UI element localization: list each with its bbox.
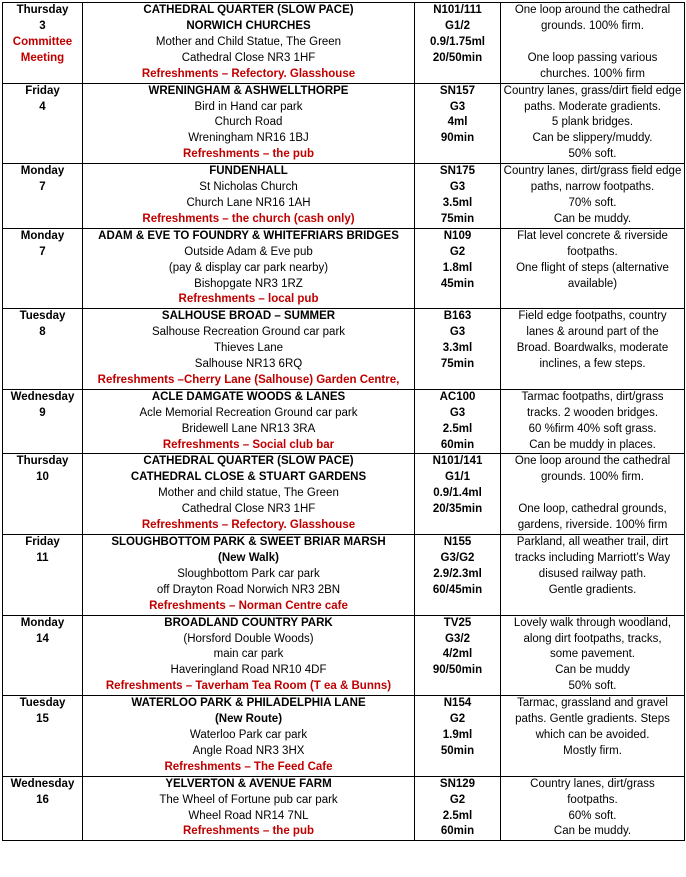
walk-day-cell — [3, 83, 83, 164]
walk-description-line: available) — [567, 277, 618, 290]
walk-details-cell — [83, 228, 415, 309]
walk-title: FUNDENHALL — [209, 165, 288, 178]
walk-schedule-body — [3, 3, 685, 841]
walk-refreshments: Refreshments – Refectory. Glasshouse — [141, 519, 356, 532]
walk-row — [3, 535, 685, 616]
walk-description-line: footpaths. — [567, 245, 618, 258]
walk-description-line: Mostly firm. — [563, 744, 622, 757]
walk-description-line: Tarmac footpaths, dirt/grass — [521, 390, 664, 403]
walk-title: SALHOUSE BROAD – SUMMER — [161, 310, 336, 323]
walk-description-cell — [501, 389, 685, 454]
day-note: Committee — [12, 35, 73, 48]
walk-description-line: Gentle gradients. — [548, 583, 637, 596]
walk-row — [3, 83, 685, 164]
walk-description-cell — [501, 228, 685, 309]
walk-distance: 3.3ml — [442, 342, 473, 355]
walk-details-cell — [83, 389, 415, 454]
walk-description-line: One loop around the cathedral — [514, 455, 671, 468]
walk-code: N155 — [443, 536, 472, 549]
walk-date: 3 — [39, 19, 46, 32]
walk-details-cell — [83, 309, 415, 390]
walk-description-cell — [501, 696, 685, 777]
walk-distance: 2.5ml — [442, 809, 473, 822]
walk-description-line: Broad. Boardwalks, moderate — [516, 342, 669, 355]
walk-description-line: 50% soft. — [568, 148, 617, 161]
walk-description-line: Parkland, all weather trail, dirt — [516, 536, 669, 549]
walk-description-line: grounds. 100% firm. — [541, 471, 644, 484]
walk-description-line: One flight of steps (alternative — [516, 261, 669, 274]
walk-day-name: Friday — [25, 536, 60, 549]
walk-refreshments: Refreshments – the pub — [183, 825, 314, 838]
walk-day-name: Wednesday — [10, 390, 75, 403]
walk-location-line: Angle Road NR3 3HX — [192, 744, 305, 757]
walk-details-cell — [83, 696, 415, 777]
walk-description-cell — [501, 615, 685, 696]
walk-details-cell — [83, 615, 415, 696]
walk-day-cell — [3, 389, 83, 454]
walk-title: NORWICH CHURCHES — [186, 19, 311, 32]
walk-code-cell — [415, 83, 501, 164]
walk-location-line: Cathedral Close NR3 1HF — [181, 51, 316, 64]
walk-title: (New Walk) — [218, 552, 279, 564]
walk-date: 8 — [39, 326, 46, 339]
walk-duration: 50min — [440, 744, 475, 757]
walk-date: 16 — [36, 793, 49, 806]
description-spacer — [503, 486, 682, 502]
walk-description-line: tracks. 2 wooden bridges. — [526, 406, 659, 419]
walk-distance: 0.9/1.4ml — [433, 487, 482, 500]
walk-row — [3, 696, 685, 777]
walk-code-cell — [415, 228, 501, 309]
walk-details-cell — [83, 164, 415, 229]
walk-location-line: Church Road — [214, 116, 283, 129]
walk-date: 9 — [39, 406, 46, 419]
walk-day-name: Thursday — [16, 455, 69, 468]
walk-grade: G2 — [449, 713, 466, 726]
walk-code-cell — [415, 696, 501, 777]
walk-code: SN129 — [439, 777, 476, 790]
walk-description-line: paths. Moderate gradients. — [524, 100, 661, 113]
walk-refreshments: Refreshments – Refectory. Glasshouse — [141, 67, 356, 80]
walk-description-line: paths. Gentle gradients. Steps — [515, 713, 670, 726]
walk-description-line: 60 %firm 40% soft grass. — [528, 422, 657, 435]
walk-location-line: Bird in Hand car park — [194, 100, 303, 113]
walk-day-name: Tuesday — [19, 310, 66, 323]
walk-distance: 1.8ml — [442, 261, 473, 274]
walk-title: WATERLOO PARK & PHILADELPHIA LANE — [131, 697, 366, 710]
walk-grade: G3/G2 — [440, 552, 475, 564]
walk-code: SN157 — [439, 84, 476, 97]
walk-day-cell — [3, 3, 83, 84]
walk-description-line: grounds. 100% firm. — [541, 19, 644, 32]
walk-description-line: 70% soft. — [568, 196, 617, 209]
walk-location-line: Wheel Road NR14 7NL — [188, 809, 309, 822]
walk-day-name: Thursday — [16, 4, 69, 16]
walk-code: SN175 — [439, 165, 476, 178]
walk-day-cell — [3, 615, 83, 696]
walk-day-name: Monday — [20, 229, 65, 242]
walk-day-cell — [3, 164, 83, 229]
walk-date: 11 — [36, 552, 49, 564]
walk-description-line: inclines, a few steps. — [539, 358, 646, 371]
walk-location-line: off Drayton Road Norwich NR3 2BN — [156, 583, 341, 596]
walk-description-cell — [501, 309, 685, 390]
walk-location-line: Mother and Child Statue, The Green — [155, 35, 342, 48]
walk-location-line: Wreningham NR16 1BJ — [188, 132, 309, 145]
walk-location-line: main car park — [213, 648, 284, 661]
walk-location-line: St Nicholas Church — [199, 181, 298, 194]
walk-description-line: Lovely walk through woodland, — [513, 616, 672, 629]
walk-code: TV25 — [443, 616, 472, 629]
walk-day-name: Wednesday — [10, 777, 75, 790]
walk-title: CATHEDRAL QUARTER (SLOW PACE) — [143, 455, 354, 468]
walk-location-line: Acle Memorial Recreation Ground car park — [139, 406, 358, 419]
walk-refreshments: Refreshments – the pub — [183, 148, 314, 161]
walk-date: 7 — [39, 181, 46, 194]
walk-location-line: Sloughbottom Park car park — [177, 567, 320, 580]
walk-description-line: disused railway path. — [538, 567, 647, 580]
walk-duration: 75min — [440, 358, 475, 371]
walk-day-cell — [3, 228, 83, 309]
walk-grade: G1/1 — [445, 471, 470, 484]
walk-row — [3, 3, 685, 84]
walk-location-line: (Horsford Double Woods) — [183, 632, 314, 645]
walk-row — [3, 309, 685, 390]
walk-code-cell — [415, 3, 501, 84]
walk-grade: G3 — [449, 181, 466, 194]
walk-duration: 20/35min — [432, 503, 483, 516]
walk-duration: 60min — [440, 438, 475, 451]
walk-description-cell — [501, 535, 685, 616]
walk-description-line: Flat level concrete & riverside — [517, 229, 668, 242]
walk-title: ACLE DAMGATE WOODS & LANES — [151, 390, 346, 403]
walk-duration: 60min — [440, 825, 475, 838]
walk-location-line: Waterloo Park car park — [189, 728, 308, 741]
walk-title: (New Route) — [214, 713, 283, 726]
walk-code-cell — [415, 535, 501, 616]
walk-distance: 4ml — [447, 116, 468, 129]
walk-refreshments: Refreshments – Norman Centre cafe — [149, 599, 348, 612]
walk-date: 4 — [39, 100, 46, 113]
walk-row — [3, 615, 685, 696]
walk-row — [3, 389, 685, 454]
walk-refreshments: Refreshments – Taverham Tea Room (T ea & Bunns) — [105, 680, 392, 693]
walk-description-line: churches. 100% firm — [540, 67, 645, 80]
walk-location-line: Bishopgate NR3 1RZ — [194, 277, 303, 290]
walk-title: BROADLAND COUNTRY PARK — [164, 616, 333, 629]
walk-distance: 2.9/2.3ml — [433, 567, 482, 580]
walk-description-cell — [501, 454, 685, 535]
walk-description-line: Field edge footpaths, country — [518, 310, 667, 323]
walk-location-line: Haveringland Road NR10 4DF — [170, 664, 327, 677]
walk-description-line: Can be slippery/muddy. — [532, 132, 653, 145]
walk-code: N101/141 — [432, 455, 483, 468]
walk-distance: 2.5ml — [442, 422, 473, 435]
walk-code-cell — [415, 389, 501, 454]
walk-code: N154 — [443, 697, 472, 710]
walk-day-cell — [3, 776, 83, 841]
walk-distance: 1.9ml — [442, 728, 473, 741]
walk-duration: 45min — [440, 277, 475, 290]
walk-grade: G1/2 — [445, 19, 470, 32]
walk-description-line: footpaths. — [567, 793, 618, 806]
walk-grade: G3 — [449, 326, 466, 339]
walk-description-line: lanes & around part of the — [526, 326, 659, 339]
walk-code: N109 — [443, 229, 472, 242]
walk-day-name: Friday — [25, 84, 60, 97]
walk-distance: 3.5ml — [442, 196, 473, 209]
walk-code-cell — [415, 615, 501, 696]
walk-day-cell — [3, 535, 83, 616]
walk-title: YELVERTON & AVENUE FARM — [165, 777, 332, 790]
walk-title: CATHEDRAL QUARTER (SLOW PACE) — [143, 4, 354, 16]
walk-location-line: (pay & display car park nearby) — [168, 261, 329, 274]
walk-day-name: Tuesday — [19, 697, 66, 710]
walk-description-line: Can be muddy. — [553, 212, 632, 225]
walk-title: ADAM & EVE TO FOUNDRY & WHITEFRIARS BRIDGES — [98, 229, 399, 242]
walk-description-line: 50% soft. — [568, 680, 617, 693]
walk-location-line: Bridewell Lane NR13 3RA — [181, 422, 316, 435]
walk-description-line: some pavement. — [549, 648, 635, 661]
walk-day-name: Monday — [20, 165, 65, 178]
walk-description-line: Can be muddy. — [553, 825, 632, 838]
walk-description-cell — [501, 3, 685, 84]
walk-location-line: Mother and child statue, The Green — [158, 487, 339, 500]
description-spacer — [503, 35, 682, 51]
walk-refreshments: Refreshments – local pub — [178, 293, 319, 306]
walk-row — [3, 164, 685, 229]
walk-date: 15 — [36, 713, 49, 726]
walk-title: WRENINGHAM & ASHWELLTHORPE — [148, 84, 349, 97]
walk-row — [3, 454, 685, 535]
walk-code-cell — [415, 309, 501, 390]
walk-description-cell — [501, 164, 685, 229]
walk-description-line: 60% soft. — [568, 809, 617, 822]
walk-grade: G3 — [449, 100, 466, 113]
walk-title: SLOUGHBOTTOM PARK & SWEET BRIAR MARSH — [111, 536, 386, 549]
walk-date: 10 — [36, 471, 49, 484]
walk-details-cell — [83, 454, 415, 535]
walk-distance: 4/2ml — [442, 648, 473, 661]
walk-description-line: which can be avoided. — [535, 728, 650, 741]
walk-grade: G2 — [449, 245, 466, 258]
walk-duration: 90/50min — [432, 664, 483, 677]
walk-location-line: Outside Adam & Eve pub — [184, 245, 313, 258]
walk-row — [3, 776, 685, 841]
walk-duration: 20/50min — [432, 51, 483, 64]
walk-description-cell — [501, 776, 685, 841]
walk-duration: 75min — [440, 212, 475, 225]
walk-description-line: Tarmac, grassland and gravel — [517, 697, 668, 710]
walk-location-line: Thieves Lane — [213, 342, 284, 355]
walk-date: 14 — [36, 632, 49, 645]
walk-details-cell — [83, 776, 415, 841]
walk-code-cell — [415, 776, 501, 841]
walk-grade: G3/2 — [445, 632, 470, 645]
walk-description-line: One loop passing various — [527, 51, 658, 64]
walk-code: N101/111 — [433, 4, 482, 16]
walk-title: CATHEDRAL CLOSE & STUART GARDENS — [130, 471, 367, 484]
walk-day-name: Monday — [20, 616, 65, 629]
walk-description-line: 5 plank bridges. — [551, 116, 634, 129]
walk-description-line: Can be muddy — [555, 664, 630, 677]
walk-description-line: Can be muddy in places. — [529, 438, 656, 451]
walk-location-line: The Wheel of Fortune pub car park — [159, 793, 338, 806]
walk-row — [3, 228, 685, 309]
walk-code-cell — [415, 454, 501, 535]
walk-day-cell — [3, 454, 83, 535]
walk-description-line: gardens, riverside. 100% firm — [517, 519, 668, 532]
walk-code: B163 — [443, 310, 472, 323]
walk-description-line: tracks including Marriott’s Way — [514, 552, 671, 564]
walk-details-cell — [83, 3, 415, 84]
walk-description-line: One loop around the cathedral — [514, 4, 671, 16]
walk-description-cell — [501, 83, 685, 164]
walk-distance: 0.9/1.75ml — [430, 35, 485, 48]
walk-description-line: Country lanes, dirt/grass — [530, 777, 655, 790]
walk-description-line: One loop, cathedral grounds, — [518, 503, 667, 516]
walk-refreshments: Refreshments – Social club bar — [162, 438, 335, 451]
walk-details-cell — [83, 83, 415, 164]
walk-duration: 90min — [440, 132, 475, 145]
walk-code-cell — [415, 164, 501, 229]
walk-description-line: paths, narrow footpaths. — [530, 181, 655, 194]
walk-code: AC100 — [439, 390, 476, 403]
walk-description-line: Country lanes, dirt/grass field edge — [503, 165, 682, 178]
walk-duration: 60/45min — [432, 583, 483, 596]
walk-date: 7 — [39, 245, 46, 258]
walk-refreshments: Refreshments –Cherry Lane (Salhouse) Garden Centre, — [97, 373, 400, 386]
walk-schedule-table — [2, 2, 685, 841]
walk-refreshments: Refreshments – the church (cash only) — [142, 212, 355, 225]
walk-grade: G2 — [449, 793, 466, 806]
day-note: Meeting — [20, 51, 65, 64]
walk-location-line: Salhouse Recreation Ground car park — [151, 326, 346, 339]
walk-refreshments: Refreshments – The Feed Cafe — [164, 760, 333, 773]
walk-location-line: Cathedral Close NR3 1HF — [181, 503, 316, 516]
walk-grade: G3 — [449, 406, 466, 419]
walk-day-cell — [3, 309, 83, 390]
walk-location-line: Salhouse NR13 6RQ — [194, 358, 303, 371]
walk-description-line: Country lanes, grass/dirt field edge — [503, 84, 682, 97]
walk-location-line: Church Lane NR16 1AH — [186, 196, 311, 209]
walk-day-cell — [3, 696, 83, 777]
walk-description-line: along dirt footpaths, tracks, — [523, 632, 662, 645]
walk-details-cell — [83, 535, 415, 616]
